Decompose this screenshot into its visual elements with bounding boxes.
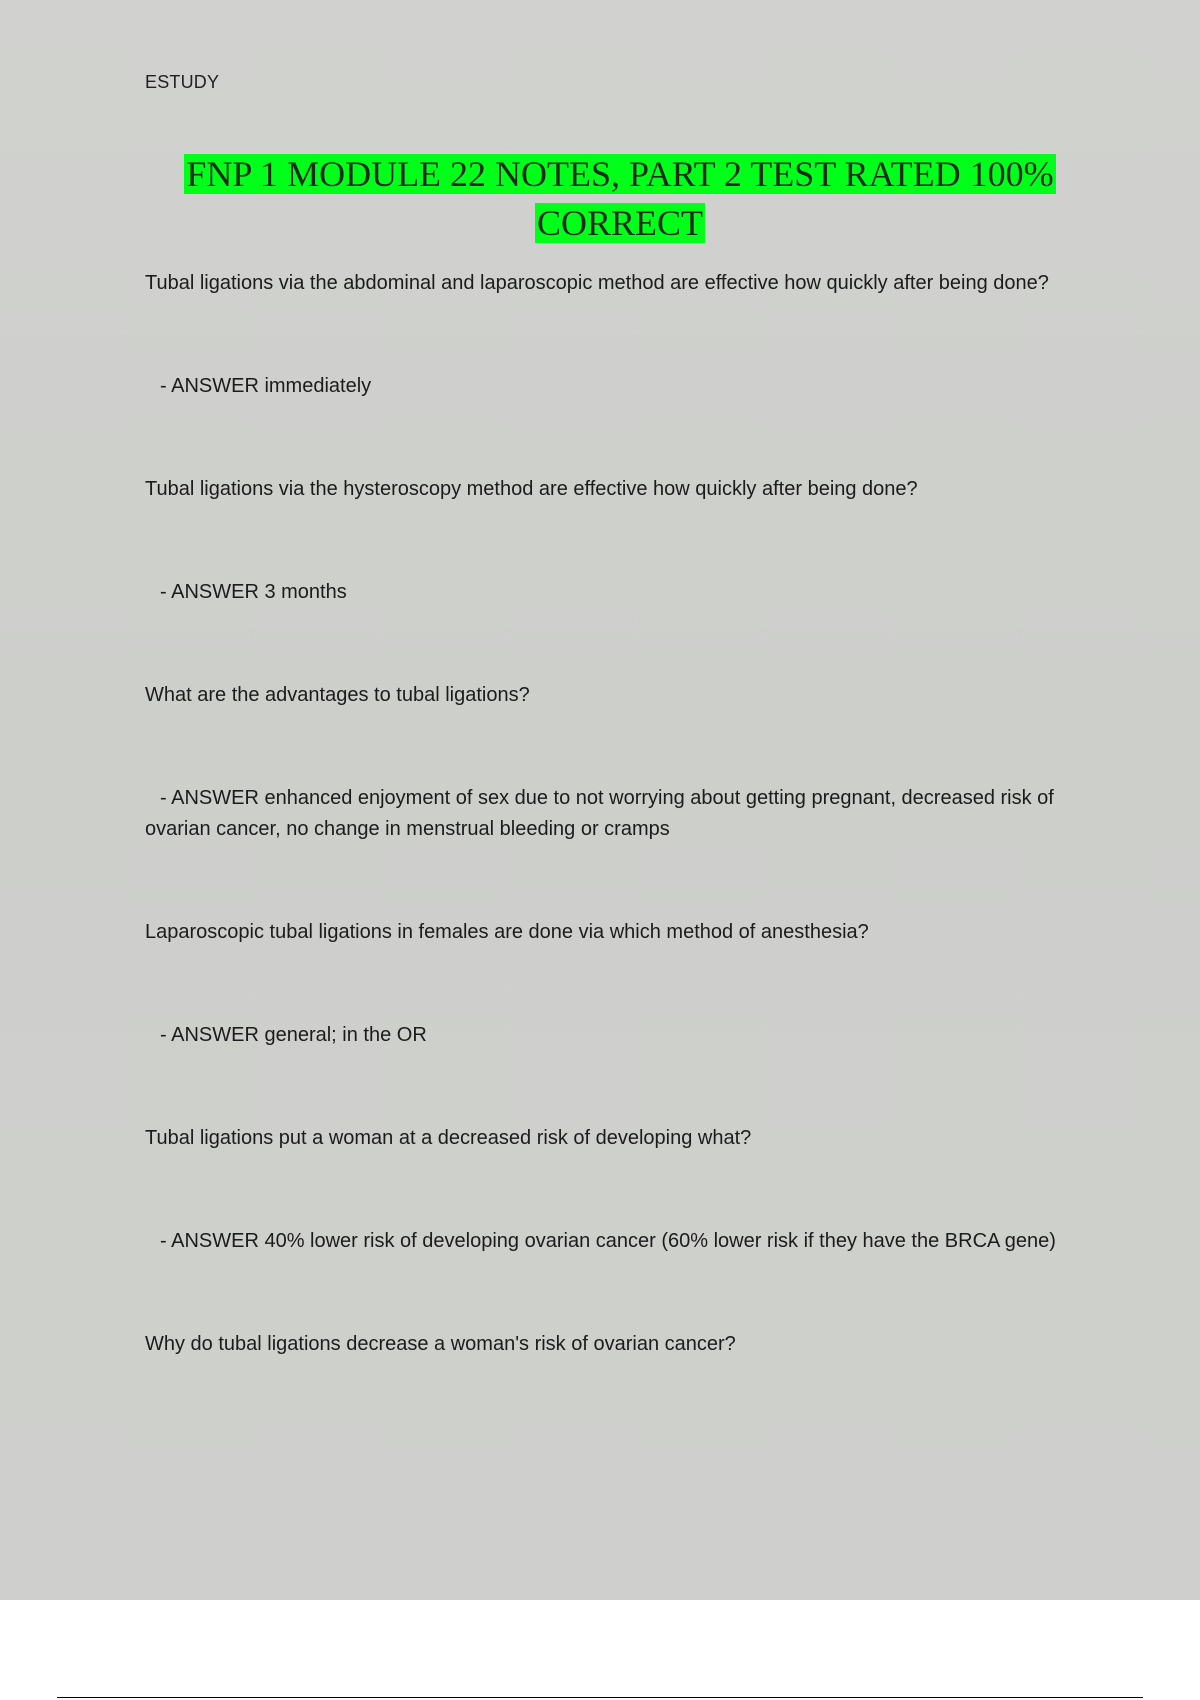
- question-text: Tubal ligations via the hysteroscopy method are effective how quickly after being done?: [145, 478, 918, 500]
- header-label: ESTUDY: [145, 72, 220, 92]
- question-text: Tubal ligations put a woman at a decreased risk of developing what?: [145, 1127, 752, 1149]
- qa-item: [145, 1123, 1085, 1257]
- answer-text: - ANSWER enhanced enjoyment of sex due to not worrying about getting pregnant, decreased risk of ovarian cancer, no change in menstrual bleeding or cramps: [145, 787, 1054, 840]
- qa-list: [145, 268, 1085, 1360]
- qa-item: [145, 268, 1085, 402]
- document-title-text: FNP 1 MODULE 22 NOTES, PART 2 TEST RATED 100% CORRECT: [186, 154, 1054, 243]
- answer-text: - ANSWER immediately: [160, 375, 372, 397]
- question-text: What are the advantages to tubal ligations?: [145, 684, 530, 706]
- qa-item: [145, 1329, 1085, 1360]
- answer-text: - ANSWER 40% lower risk of developing ovarian cancer (60% lower risk if they have the BRCA gene): [160, 1230, 1056, 1252]
- footer-divider: [57, 1697, 1143, 1698]
- question-text: Tubal ligations via the abdominal and laparoscopic method are effective how quickly after being done?: [145, 272, 1049, 294]
- qa-item: [145, 680, 1085, 845]
- qa-item: [145, 917, 1085, 1051]
- question-text: Laparoscopic tubal ligations in females are done via which method of anesthesia?: [145, 921, 869, 943]
- question-text: Why do tubal ligations decrease a woman's risk of ovarian cancer?: [145, 1333, 736, 1355]
- answer-text: - ANSWER 3 months: [160, 581, 347, 603]
- qa-item: [145, 474, 1085, 608]
- answer-text: - ANSWER general; in the OR: [160, 1024, 427, 1046]
- document-title: [130, 150, 1110, 248]
